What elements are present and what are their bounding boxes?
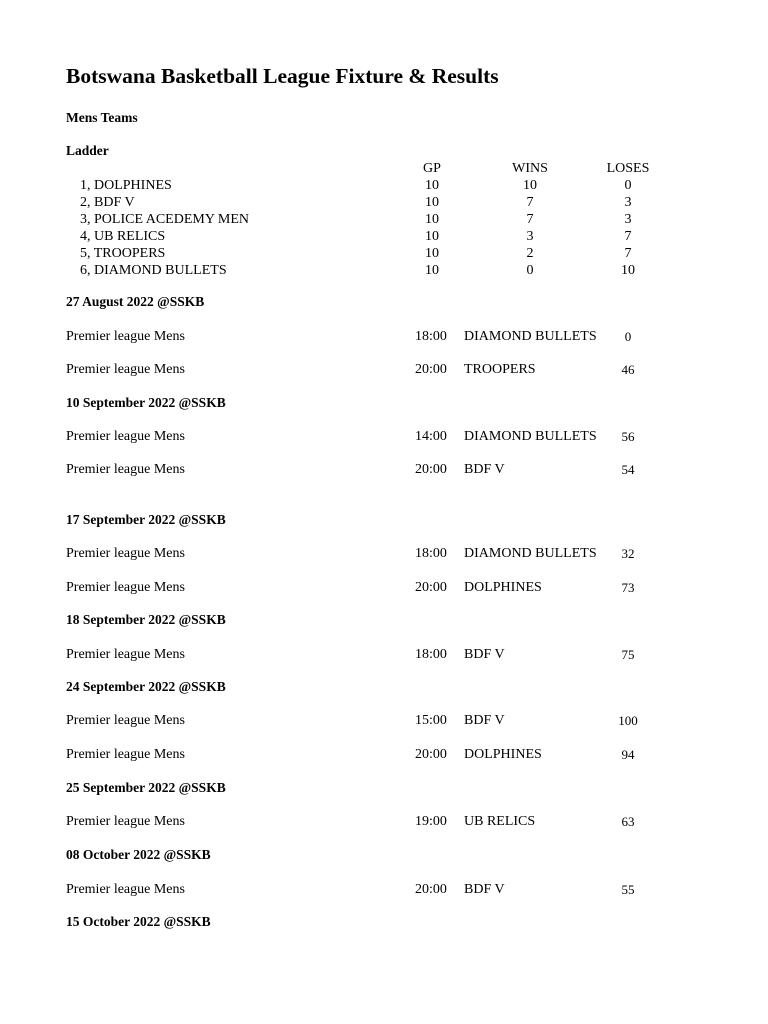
fixture-league: Premier league Mens [66, 429, 185, 444]
page-title: Botswana Basketball League Fixture & Results [66, 64, 499, 88]
gp-header: GP [423, 161, 441, 176]
ladder-gp: 10 [425, 212, 439, 227]
fixture-score: 75 [621, 647, 635, 662]
ladder-team: 5, TROOPERS [80, 246, 166, 261]
fixture-time: 20:00 [415, 580, 447, 595]
fixture-row [0, 361, 768, 378]
fixture-time: 15:00 [415, 713, 447, 728]
fixture-score: 56 [621, 429, 635, 444]
fixture-team: DOLPHINES [464, 747, 542, 762]
ladder-team: 4, UB RELICS [80, 229, 166, 244]
fixture-row [0, 746, 768, 763]
fixture-league: Premier league Mens [66, 329, 185, 344]
fixture-team: BDF V [464, 713, 505, 728]
fixture-time: 18:00 [415, 546, 447, 561]
ladder-gp: 10 [425, 263, 439, 278]
ladder-wins: 0 [526, 263, 534, 278]
fixture-league: Premier league Mens [66, 882, 185, 897]
ladder-loses: 3 [624, 195, 632, 210]
ladder-wins: 2 [526, 246, 534, 261]
fixture-team: UB RELICS [464, 814, 536, 829]
ladder-loses: 10 [621, 263, 635, 278]
fixture-league: Premier league Mens [66, 747, 185, 762]
fixture-date: 17 September 2022 @SSKB [66, 512, 226, 527]
fixture-time: 20:00 [415, 747, 447, 762]
fixture-date: 25 September 2022 @SSKB [66, 780, 226, 795]
ladder-row [0, 211, 768, 228]
fixture-date: 27 August 2022 @SSKB [66, 294, 205, 309]
fixture-score: 73 [621, 580, 635, 595]
fixture-row [0, 428, 768, 445]
ladder-row [0, 228, 768, 245]
fixture-score: 55 [621, 882, 635, 897]
fixture-time: 18:00 [415, 647, 447, 662]
fixture-team: DIAMOND BULLETS [464, 429, 597, 444]
ladder-loses: 7 [624, 229, 632, 244]
ladder-row [0, 262, 768, 279]
fixture-team: TROOPERS [464, 362, 536, 377]
fixture-score: 0 [624, 329, 632, 344]
fixture-league: Premier league Mens [66, 580, 185, 595]
fixture-league: Premier league Mens [66, 546, 185, 561]
ladder-gp: 10 [425, 195, 439, 210]
fixture-team: DIAMOND BULLETS [464, 546, 597, 561]
fixture-date: 24 September 2022 @SSKB [66, 679, 226, 694]
fixture-row [0, 646, 768, 663]
fixture-row [0, 712, 768, 729]
section-heading: Mens Teams [66, 110, 138, 125]
fixture-league: Premier league Mens [66, 814, 185, 829]
fixture-time: 19:00 [415, 814, 447, 829]
wins-header: WINS [512, 161, 548, 176]
ladder-heading: Ladder [66, 143, 109, 158]
fixture-team: DOLPHINES [464, 580, 542, 595]
fixture-time: 20:00 [415, 462, 447, 477]
ladder-loses: 3 [624, 212, 632, 227]
fixture-row [0, 328, 768, 345]
fixture-score: 100 [618, 713, 638, 728]
ladder-row [0, 245, 768, 262]
ladder-row [0, 194, 768, 211]
fixture-date: 18 September 2022 @SSKB [66, 612, 226, 627]
fixture-team: DIAMOND BULLETS [464, 329, 597, 344]
fixture-score: 46 [621, 362, 635, 377]
ladder-team: 6, DIAMOND BULLETS [80, 263, 227, 278]
fixture-score: 54 [621, 462, 635, 477]
ladder-wins: 7 [526, 195, 534, 210]
fixture-team: BDF V [464, 462, 505, 477]
fixture-row [0, 545, 768, 562]
fixture-team: BDF V [464, 882, 505, 897]
ladder-gp: 10 [425, 246, 439, 261]
fixture-row [0, 813, 768, 830]
ladder-team: 2, BDF V [80, 195, 135, 210]
fixture-league: Premier league Mens [66, 647, 185, 662]
fixture-league: Premier league Mens [66, 362, 185, 377]
fixture-time: 14:00 [415, 429, 447, 444]
fixture-league: Premier league Mens [66, 462, 185, 477]
ladder-wins: 10 [523, 178, 537, 193]
fixture-league: Premier league Mens [66, 713, 185, 728]
fixture-row [0, 579, 768, 596]
ladder-team: 1, DOLPHINES [80, 178, 172, 193]
fixture-time: 20:00 [415, 882, 447, 897]
ladder-team: 3, POLICE ACEDEMY MEN [80, 212, 250, 227]
fixture-score: 63 [621, 814, 635, 829]
ladder-gp: 10 [425, 178, 439, 193]
ladder-gp: 10 [425, 229, 439, 244]
ladder-row [0, 177, 768, 194]
ladder-wins: 3 [526, 229, 534, 244]
fixture-score: 32 [621, 546, 635, 561]
fixture-time: 20:00 [415, 362, 447, 377]
fixture-date: 08 October 2022 @SSKB [66, 847, 211, 862]
fixture-date: 15 October 2022 @SSKB [66, 914, 211, 929]
fixture-date: 10 September 2022 @SSKB [66, 395, 226, 410]
loses-header: LOSES [606, 161, 650, 176]
fixture-score: 94 [621, 747, 635, 762]
ladder-loses: 7 [624, 246, 632, 261]
fixture-row [0, 881, 768, 898]
fixture-row [0, 461, 768, 478]
ladder-wins: 7 [526, 212, 534, 227]
fixture-team: BDF V [464, 647, 505, 662]
ladder-loses: 0 [624, 178, 632, 193]
ladder-header-row [0, 160, 768, 177]
fixture-time: 18:00 [415, 329, 447, 344]
